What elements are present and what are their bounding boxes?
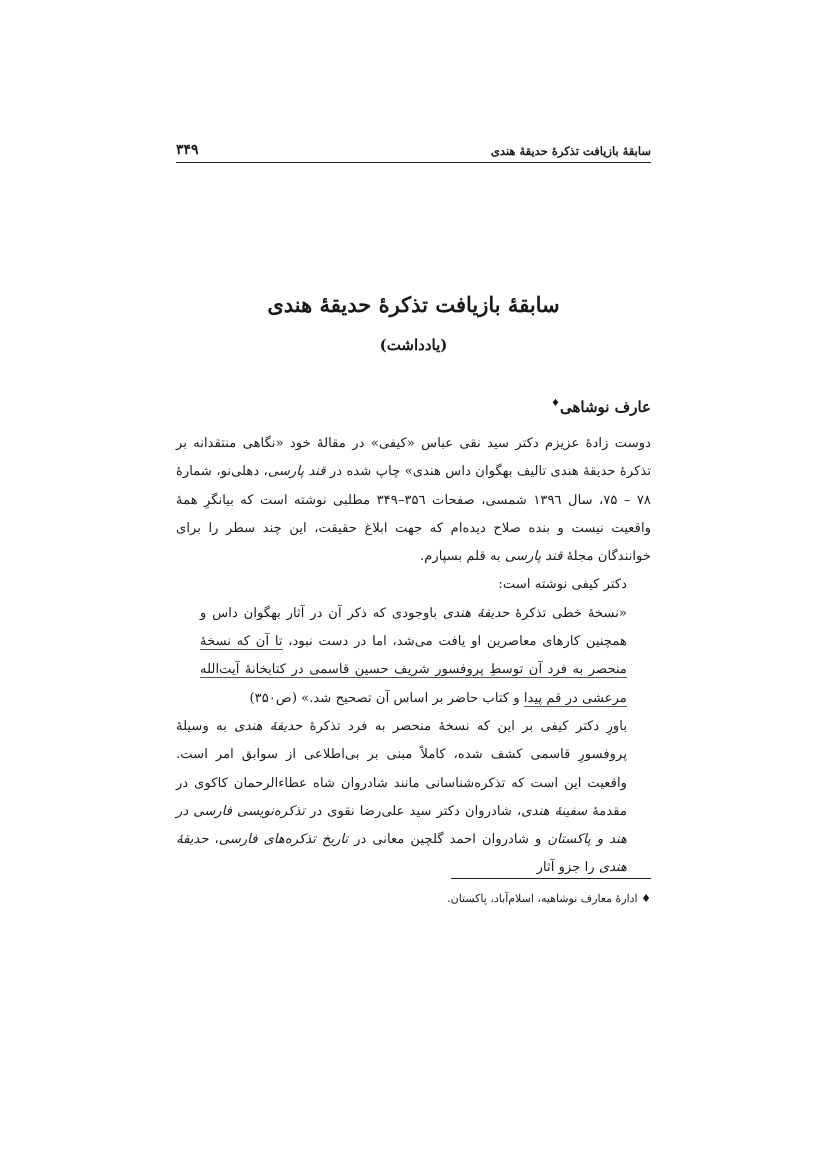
- book-title: تذکره‌نویسی فارسی در هند و پاکستان: [176, 803, 627, 848]
- author-text: عارف نوشاهی: [559, 398, 651, 416]
- author-name: [551, 398, 651, 416]
- paragraph-3: [176, 713, 651, 883]
- page: [176, 0, 651, 1169]
- footnote: [447, 892, 651, 905]
- text-run: ، دهلی‌نو، شمارهٔ ۷۸ – ۷۵، سال ۱۳۹٦ شمسی، صفحات ۳۵٦–۳۴۹ مطلبی نوشته است که بیانگرِ همهٔ واقعیت نیست و بنده صلاح دیده‌ام که جهت ابلاغ حقیقت، این چند سطر را برای خوانندگان مجلهٔ: [176, 464, 651, 565]
- book-title: حدیقهٔ هندی: [442, 605, 510, 621]
- text-run: و کتاب حاضر بر اساس آن تصحیح شد.» (ص۳۵۰): [249, 690, 524, 706]
- footnote-marker: ♦: [551, 398, 560, 409]
- book-title: تاریخ تذکره‌های فارسی: [218, 832, 349, 848]
- footnote-marker: ♦: [641, 892, 651, 905]
- article-title: سابقهٔ بازیافت تذکرهٔ حدیقهٔ هندی: [267, 292, 560, 317]
- underlined-passage: تا آن که نسخهٔ منحصر به فرد آن توسطِ پروفسور شریف حسین قاسمی در کتابخانهٔ آیت‌الله مرعشی در قم پیدا: [200, 634, 627, 706]
- journal-title: قند پارسی: [504, 549, 563, 565]
- text-run: باوجودی که ذکر آن در آثار بهگوان داس و همچنین کارهای معاصرین او یافت می‌شد، اما در دست نبود،: [200, 605, 627, 650]
- text-run: ، شادروان دکتر سید علی‌رضا نقوی در: [304, 803, 522, 819]
- book-title: سفینهٔ هندی: [521, 803, 588, 819]
- text-run: ،: [208, 832, 219, 848]
- text-run: به قلم بسپارم.: [420, 549, 505, 565]
- block-quote: [176, 600, 651, 713]
- text-run: باورِ دکتر کیفی بر این که نسخهٔ منحصر به فرد تذکرهٔ: [302, 718, 627, 734]
- journal-title: قند پارسی: [267, 464, 326, 480]
- running-header: [176, 140, 651, 163]
- text-run: را جزو آثار: [536, 860, 599, 876]
- text-run: دوست زادهٔ عزیزم دکتر سید نقی عباس «کیفی» در مقالهٔ خود «نگاهی منتقدانه بر تذکرهٔ حدیقهٔ هندی تالیف بهگوان داس هندی» چاپ شده در: [176, 436, 651, 480]
- footnote-text: ادارهٔ معارف نوشاهیه، اسلام‌آباد، پاکستان.: [447, 892, 638, 905]
- text-run: و شادروان احمد گلچین معانی در: [348, 832, 548, 848]
- text-run: به وسیلهٔ پروفسورِ قاسمی کشف شده، کاملاً مبنی بر بی‌اطلاعی از سوابق امر است. واقعیت این است که تذکره‌شناسانی مانند شادروان شاه عطاءالرحمان کاکوی در مقدمهٔ: [176, 718, 628, 819]
- page-number: ۳۴۹: [176, 142, 199, 158]
- footnote-divider: [451, 878, 651, 879]
- paragraph-2: دکتر کیفی نوشته است:: [498, 577, 627, 593]
- article-body: [176, 430, 651, 883]
- text-run: «نسخهٔ خطی تذکرهٔ: [509, 605, 627, 621]
- paragraph-1: [176, 430, 651, 571]
- book-title: حدیقهٔ هندی: [234, 718, 303, 734]
- running-title: سابقهٔ بازیافت تذکرهٔ حدیقهٔ هندی: [490, 144, 651, 158]
- article-subtitle: (یادداشت): [379, 336, 448, 354]
- book-title: حدیقهٔ هندی: [176, 832, 627, 876]
